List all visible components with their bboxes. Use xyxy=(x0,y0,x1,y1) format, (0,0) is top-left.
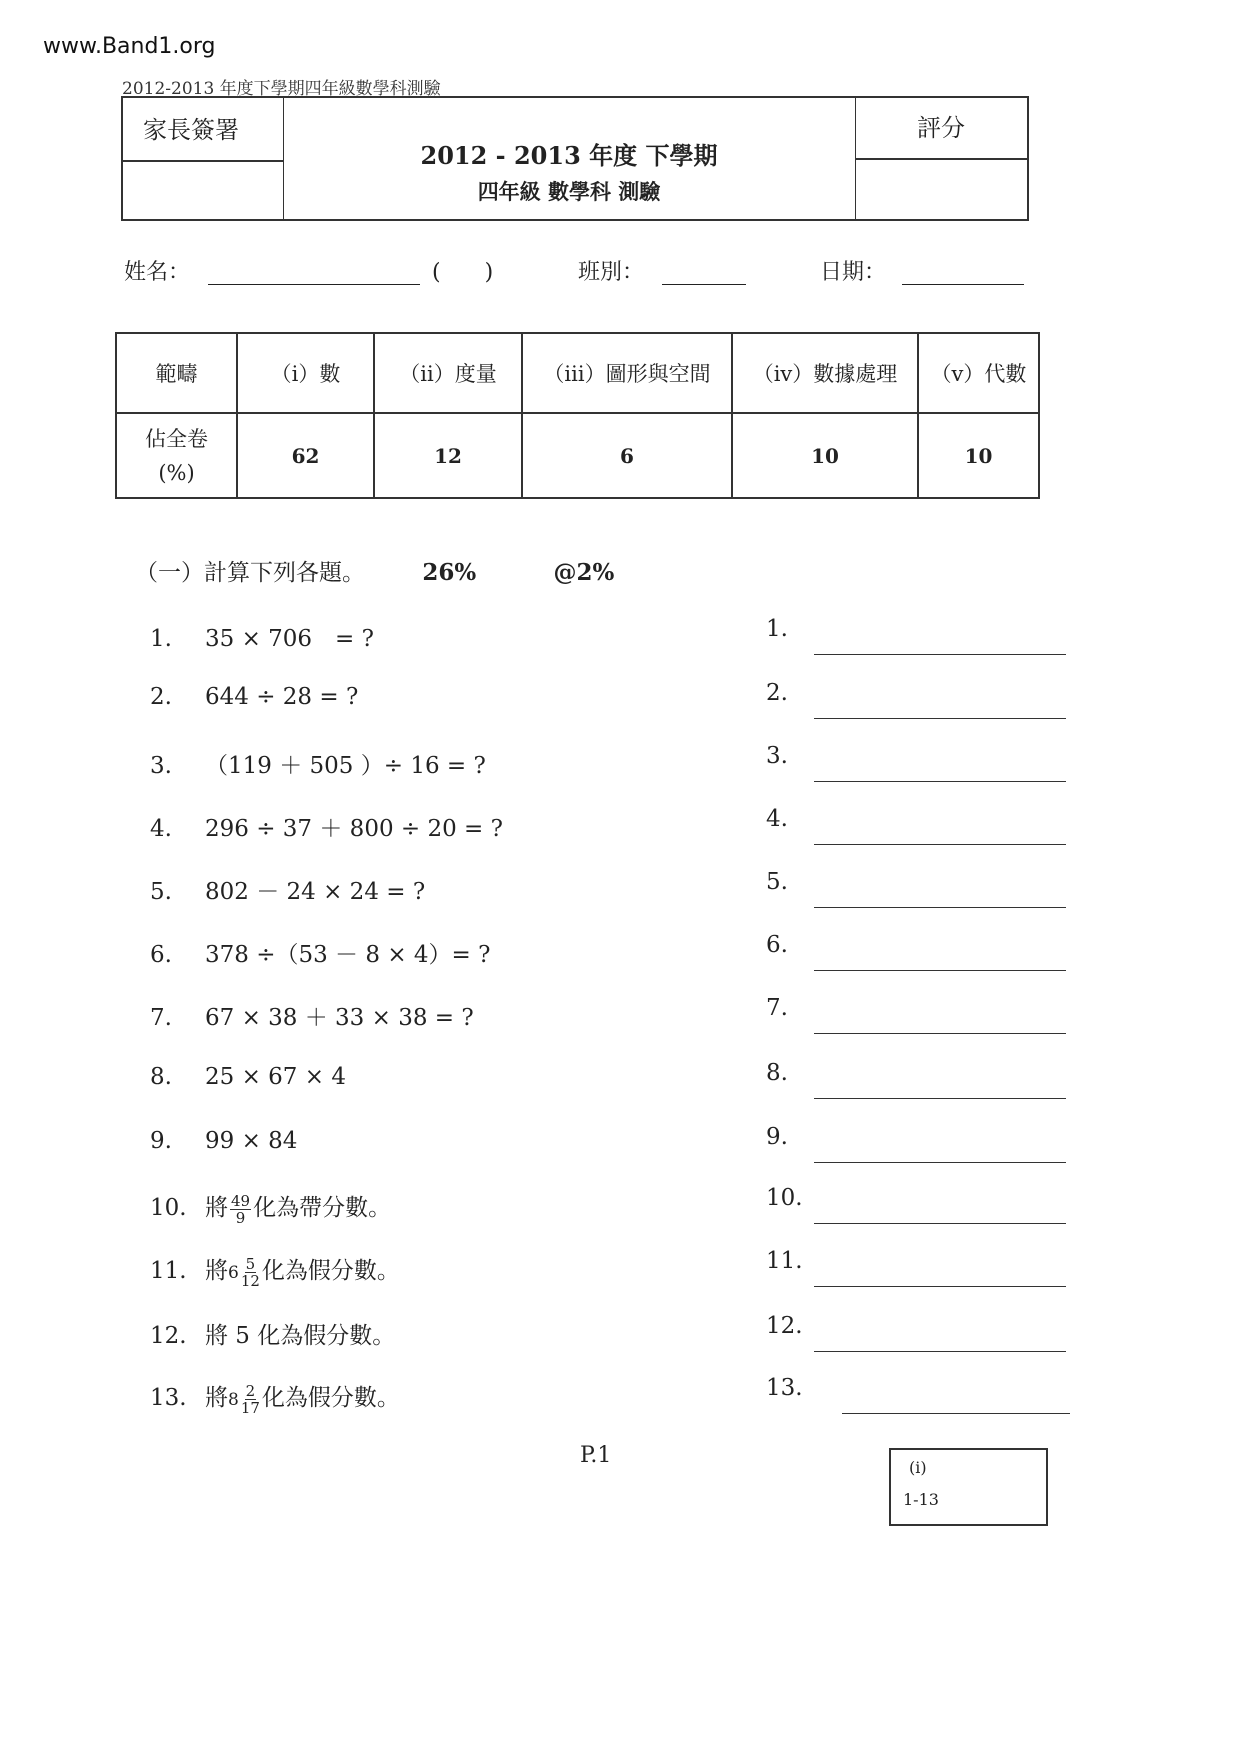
value-cell: 62 xyxy=(237,413,374,498)
question-text: 67 × 38 ＋ 33 × 38 = ? xyxy=(205,1005,474,1031)
answer-number: 8. xyxy=(766,1060,788,1086)
subtotal-box xyxy=(889,1448,1048,1526)
answer-line[interactable] xyxy=(814,1286,1066,1287)
answer-line[interactable] xyxy=(814,1351,1066,1352)
question-number: 6. xyxy=(150,942,172,968)
question-5 xyxy=(150,873,425,906)
question-text: 99 × 84 xyxy=(205,1128,298,1154)
value-cell: 12 xyxy=(374,413,522,498)
section-heading xyxy=(135,554,614,587)
score-label: 評分 xyxy=(917,114,965,142)
question-text: 378 ÷（53 － 8 × 4）= ? xyxy=(205,942,491,968)
header-cell: （iii）圖形與空間 xyxy=(522,333,732,413)
question-number: 12. xyxy=(150,1323,187,1349)
question-number: 1. xyxy=(150,626,172,652)
question-number: 13. xyxy=(150,1385,187,1411)
question-suffix: 化為假分數。 xyxy=(261,1385,400,1411)
numerator: 2 xyxy=(245,1381,256,1400)
question-9 xyxy=(150,1128,297,1154)
answer-number: 11. xyxy=(766,1248,803,1274)
answer-number: 10. xyxy=(766,1185,803,1211)
exam-title: 2012 - 2013 年度 下學期 xyxy=(420,141,718,170)
answer-number: 12. xyxy=(766,1313,803,1339)
table-header-row xyxy=(116,333,1039,413)
value-cell: 10 xyxy=(732,413,918,498)
question-text: 25 × 67 × 4 xyxy=(205,1064,346,1090)
answer-number: 1. xyxy=(766,616,788,642)
question-prefix: 將 xyxy=(205,1385,228,1411)
category-weight-table xyxy=(115,332,1040,499)
name-label: 姓名： xyxy=(124,260,191,285)
answer-line[interactable] xyxy=(814,970,1066,971)
value-cell: 6 xyxy=(522,413,732,498)
question-text: 將 5 化為假分數。 xyxy=(205,1323,396,1349)
answer-number: 7. xyxy=(766,995,788,1021)
question-text: 35 × 706 = ? xyxy=(205,626,374,652)
question-6 xyxy=(150,936,490,969)
answer-number: 6. xyxy=(766,932,788,958)
subtotal-range: 1-13 xyxy=(903,1490,939,1509)
question-number: 2. xyxy=(150,684,172,710)
name-input[interactable] xyxy=(208,262,420,285)
header-cell: （i）數 xyxy=(237,333,374,413)
question-number: 10. xyxy=(150,1195,187,1221)
header-cell: 範疇 xyxy=(116,333,237,413)
question-suffix: 化為帶分數。 xyxy=(253,1195,392,1221)
header-cell: （iv）數據處理 xyxy=(732,333,918,413)
question-13 xyxy=(150,1379,400,1416)
question-number: 7. xyxy=(150,1005,172,1031)
seat-number: ( ) xyxy=(432,260,494,285)
class-input[interactable] xyxy=(662,262,746,285)
parent-signature-label: 家長簽署 xyxy=(143,116,239,144)
question-number: 5. xyxy=(150,879,172,905)
answer-line[interactable] xyxy=(842,1413,1070,1414)
question-11 xyxy=(150,1252,400,1289)
answer-number: 13. xyxy=(766,1375,803,1401)
answer-number: 9. xyxy=(766,1124,788,1150)
mixed-whole: 8 xyxy=(228,1390,239,1410)
answer-line[interactable] xyxy=(814,718,1066,719)
date-label: 日期： xyxy=(820,260,887,285)
row-label: 佔全卷 (%) xyxy=(116,413,237,498)
question-number: 8. xyxy=(150,1064,172,1090)
answer-line[interactable] xyxy=(814,781,1066,782)
header-box xyxy=(121,96,1029,221)
exam-subtitle: 四年級 數學科 測驗 xyxy=(477,179,661,204)
answer-number: 3. xyxy=(766,743,788,769)
answer-line[interactable] xyxy=(814,1162,1066,1163)
answer-line[interactable] xyxy=(814,1223,1066,1224)
denominator: 9 xyxy=(235,1208,246,1227)
fraction xyxy=(241,1256,260,1289)
answer-line[interactable] xyxy=(814,907,1066,908)
question-4 xyxy=(150,810,503,843)
question-3 xyxy=(150,747,486,780)
question-text: （119 ＋ 505 ）÷ 16 = ? xyxy=(205,753,486,779)
answer-line[interactable] xyxy=(814,844,1066,845)
question-8 xyxy=(150,1064,346,1090)
answer-line[interactable] xyxy=(814,1098,1066,1099)
section-total: 26% xyxy=(422,559,477,586)
question-prefix: 將 xyxy=(205,1195,228,1221)
answer-number: 2. xyxy=(766,680,788,706)
numerator: 5 xyxy=(245,1254,256,1273)
date-input[interactable] xyxy=(902,262,1024,285)
question-10 xyxy=(150,1189,391,1226)
question-number: 3. xyxy=(150,753,172,779)
question-suffix: 化為假分數。 xyxy=(261,1258,400,1284)
class-label: 班別： xyxy=(578,260,645,285)
question-2 xyxy=(150,684,358,710)
question-number: 4. xyxy=(150,816,172,842)
question-prefix: 將 xyxy=(205,1258,228,1284)
section-title: （一）計算下列各題。 xyxy=(135,560,365,586)
answer-number: 4. xyxy=(766,806,788,832)
question-7 xyxy=(150,999,474,1032)
mixed-whole: 6 xyxy=(228,1263,239,1283)
header-cell: （ii）度量 xyxy=(374,333,522,413)
table-row xyxy=(116,413,1039,498)
fraction xyxy=(241,1383,260,1416)
denominator: 12 xyxy=(240,1271,260,1290)
question-12 xyxy=(150,1317,395,1350)
value-cell: 10 xyxy=(918,413,1039,498)
answer-line[interactable] xyxy=(814,654,1066,655)
divider xyxy=(855,158,1027,160)
page-number: P.1 xyxy=(580,1443,612,1468)
question-text: 802 － 24 × 24 = ? xyxy=(205,879,426,905)
question-number: 9. xyxy=(150,1128,172,1154)
running-title: 2012-2013 年度下學期四年級數學科測驗 xyxy=(122,79,441,99)
subtotal-label: (i) xyxy=(909,1458,927,1477)
numerator: 49 xyxy=(231,1191,251,1210)
answer-line[interactable] xyxy=(814,1033,1066,1034)
fraction xyxy=(230,1193,251,1226)
question-1 xyxy=(150,620,374,653)
section-each: @2% xyxy=(553,559,615,586)
answer-number: 5. xyxy=(766,869,788,895)
question-text: 644 ÷ 28 = ? xyxy=(205,684,359,710)
question-text: 296 ÷ 37 ＋ 800 ÷ 20 = ? xyxy=(205,816,503,842)
header-cell: （v）代數 xyxy=(918,333,1039,413)
question-number: 11. xyxy=(150,1258,187,1284)
divider xyxy=(123,160,283,162)
watermark: www.Band1.org xyxy=(43,34,216,59)
denominator: 17 xyxy=(240,1398,260,1417)
